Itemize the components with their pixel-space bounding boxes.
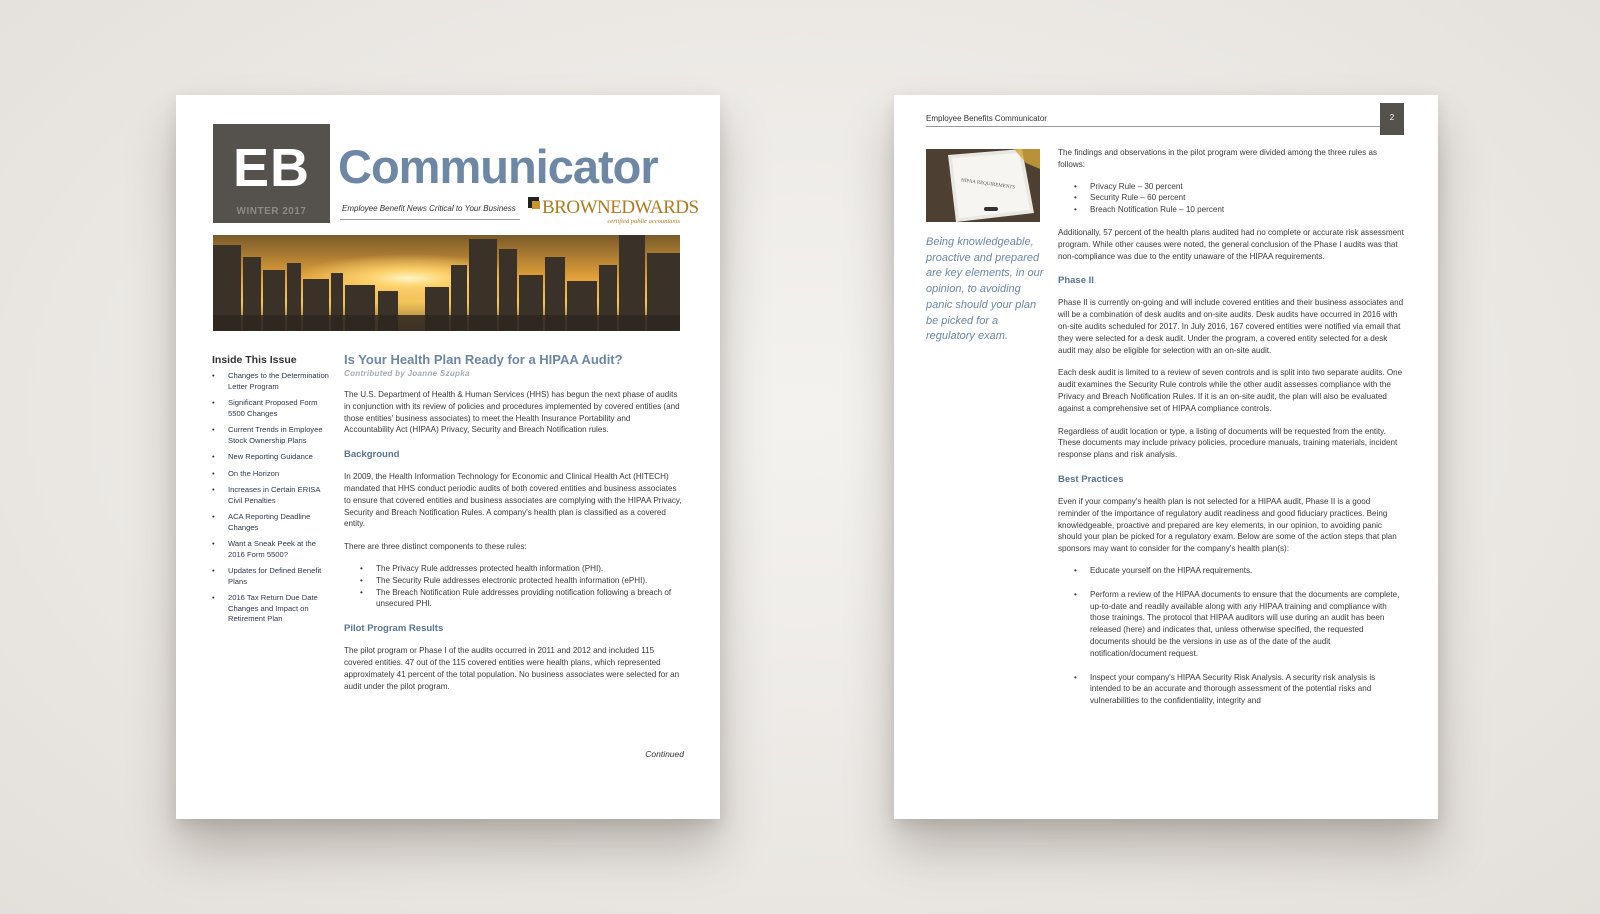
skyline-image bbox=[213, 235, 680, 331]
article-title: Is Your Health Plan Ready for a HIPAA Audit? bbox=[344, 352, 623, 367]
components-list bbox=[344, 563, 682, 610]
hipaa-photo-image bbox=[926, 149, 1040, 222]
findings-list bbox=[1058, 181, 1404, 216]
pull-quote: Being knowledgeable, proactive and prepared are key elements, in our opinion, to avoiding panic should your plan be picked for a regulatory exam. bbox=[926, 236, 1044, 343]
components-intro: There are three distinct components to these rules: bbox=[344, 542, 527, 552]
masthead-tagline: Employee Benefit News Critical to Your Business bbox=[342, 204, 516, 213]
toc-item[interactable]: • Changes to the Determination Letter Program bbox=[212, 371, 332, 392]
eb-letters: EB bbox=[232, 138, 310, 198]
toc-item[interactable]: • Current Trends in Employee Stock Ownership Plans bbox=[212, 425, 332, 446]
list-item: • Breach Notification Rule – 10 percent bbox=[1058, 204, 1404, 216]
best-practices-paragraph: Even if your company's health plan is not selected for a HIPAA audit, Phase II is a good reminder of the importance of regulatory audit readiness and good fiduciary practices. Being knowledgeable, proactive and prepared are key elements, in our opinion, to avoiding panic should your plan be picked for a regulatory exam. Below are some of the action steps that plan sponsors may want to consider for the company's health plan(s): bbox=[1058, 496, 1397, 554]
additionally-paragraph: Additionally, 57 percent of the health plans audited had no complete or accurate risk assessment program. While other causes were noted, the general conclusion of the Phase I audits was that non-compliance was due to the entity unaware of the HIPAA requirements. bbox=[1058, 227, 1404, 261]
article-continuation bbox=[1058, 147, 1404, 719]
actions-list bbox=[1058, 565, 1404, 707]
continued-note: Continued bbox=[645, 749, 684, 759]
brand-name: BROWNEDWARDS bbox=[542, 197, 699, 218]
regardless-paragraph: Regardless of audit location or type, a listing of documents will be requested from the entity. These documents may include privacy policies, procedure manuals, training materials, incident response plans and risk analysis. bbox=[1058, 426, 1398, 460]
article-intro: The U.S. Department of Health & Human Services (HHS) has begun the next phase of audits in conjunction with its review of policies and procedures implemented by covered entities (and those entities' business associates) to meet the Health Insurance Portability and Accountability Act (HIPAA) Privacy, Security and Breach Notification rules. bbox=[344, 390, 680, 435]
toc-item[interactable]: • On the Horizon bbox=[212, 469, 332, 480]
masthead-title: Communicator bbox=[338, 140, 658, 193]
background-paragraph: In 2009, the Health Information Technology for Economic and Clinical Health Act (HITECH) mandated that HHS conduct periodic audits of both covered entities and business associates to ensure that covered entities and business associates are complying with the HIPAA Privacy, Security and Breach Notification Rules. A company's health plan is classified as a covered entity. bbox=[344, 472, 682, 529]
list-item: • The Breach Notification Rule addresses providing notification following a breach of unsecured PHI. bbox=[344, 587, 682, 611]
list-item: • Educate yourself on the HIPAA requirements. bbox=[1058, 565, 1404, 577]
toc-item[interactable]: • Updates for Defined Benefit Plans bbox=[212, 566, 332, 587]
desk-audit-paragraph: Each desk audit is limited to a review of seven controls and is split into two separate audits. One audit examines the Security Rule controls while the other audit assesses compliance with the Privacy and Breach Notification Rules. If it is an on-site audit, the plan will also be evaluated against a comprehensive set of HIPAA compliance controls. bbox=[1058, 368, 1403, 413]
newsletter-page-1 bbox=[176, 95, 720, 819]
list-item: • Security Rule – 60 percent bbox=[1058, 192, 1404, 204]
city-skyline-banner bbox=[213, 235, 680, 331]
list-item: • Inspect your company's HIPAA Security Risk Analysis. A security risk analysis is intended to be an accurate and thorough assessment of the potential risks and vulnerabilities to the confidentiality, integrity and bbox=[1058, 672, 1404, 707]
toc-item[interactable]: • ACA Reporting Deadline Changes bbox=[212, 512, 332, 533]
brand-mark-accent-icon bbox=[532, 201, 540, 209]
phase2-paragraph: Phase II is currently on-going and will include covered entities and their business associates and will be a combination of desk audits and on-site audits. Desk audits have occurred in 2016 with on-site audits scheduled for 2017. In July 2016, 167 covered entities were notified via email that they were selected for a desk audit. Under the program, a covered entity selected for a desk audit may also be eligible for selection with an on-site audit. bbox=[1058, 298, 1404, 355]
list-item: • Perform a review of the HIPAA documents to ensure that the documents are complete, up-to-date and readily available along with any HIPAA training and compliance with those trainings. The protocol that HIPAA auditors will use during an audit has been released (here) and indicates that, unless otherwise specified, the requested documents should be the versions in use as of the date of the audit notification/document request. bbox=[1058, 589, 1404, 660]
toc-list bbox=[212, 371, 332, 631]
background-heading: Background bbox=[344, 449, 400, 461]
list-item: • The Privacy Rule addresses protected health information (PHI). bbox=[344, 563, 682, 575]
issue-season: WINTER 2017 bbox=[236, 206, 307, 217]
page-number: 2 bbox=[1380, 103, 1404, 135]
findings-intro: The findings and observations in the pilot program were divided among the three rules as follows: bbox=[1058, 148, 1377, 169]
photo-doc-label: HIPAA REQUIREMENTS bbox=[960, 178, 1016, 191]
article-byline: Contributed by Joanne Szupka bbox=[344, 369, 470, 378]
list-item: • The Security Rule addresses electronic protected health information (ePHI). bbox=[344, 575, 682, 587]
toc-item[interactable]: • Increases in Certain ERISA Civil Penalties bbox=[212, 485, 332, 506]
list-item: • Privacy Rule – 30 percent bbox=[1058, 181, 1404, 193]
brand-subtitle: certified public accountants bbox=[607, 218, 680, 225]
hipaa-document-photo bbox=[926, 149, 1040, 222]
toc-item[interactable]: • New Reporting Guidance bbox=[212, 452, 332, 463]
newsletter-page-2 bbox=[894, 95, 1438, 819]
running-head-rule bbox=[926, 126, 1386, 127]
toc-item[interactable]: • 2016 Tax Return Due Date Changes and Impact on Retirement Plan bbox=[212, 593, 332, 625]
best-practices-heading: Best Practices bbox=[1058, 473, 1124, 485]
pilot-paragraph: The pilot program or Phase I of the audits occurred in 2011 and 2012 and included 115 covered entities. 47 out of the 115 covered entities were health plans, which represented approximately 41 percent of the total population. No business associates were selected for an audit under the pilot program. bbox=[344, 646, 680, 691]
phase2-heading: Phase II bbox=[1058, 275, 1094, 287]
toc-heading: Inside This Issue bbox=[212, 354, 297, 366]
tagline-divider bbox=[340, 219, 520, 220]
toc-item[interactable]: • Want a Sneak Peek at the 2016 Form 5500? bbox=[212, 539, 332, 560]
main-article bbox=[344, 352, 682, 692]
eb-logo-box bbox=[213, 124, 330, 223]
brown-edwards-logo bbox=[528, 197, 699, 225]
pilot-heading: Pilot Program Results bbox=[344, 623, 444, 635]
toc-item[interactable]: • Significant Proposed Form 5500 Changes bbox=[212, 398, 332, 419]
running-head: Employee Benefits Communicator bbox=[926, 114, 1047, 123]
